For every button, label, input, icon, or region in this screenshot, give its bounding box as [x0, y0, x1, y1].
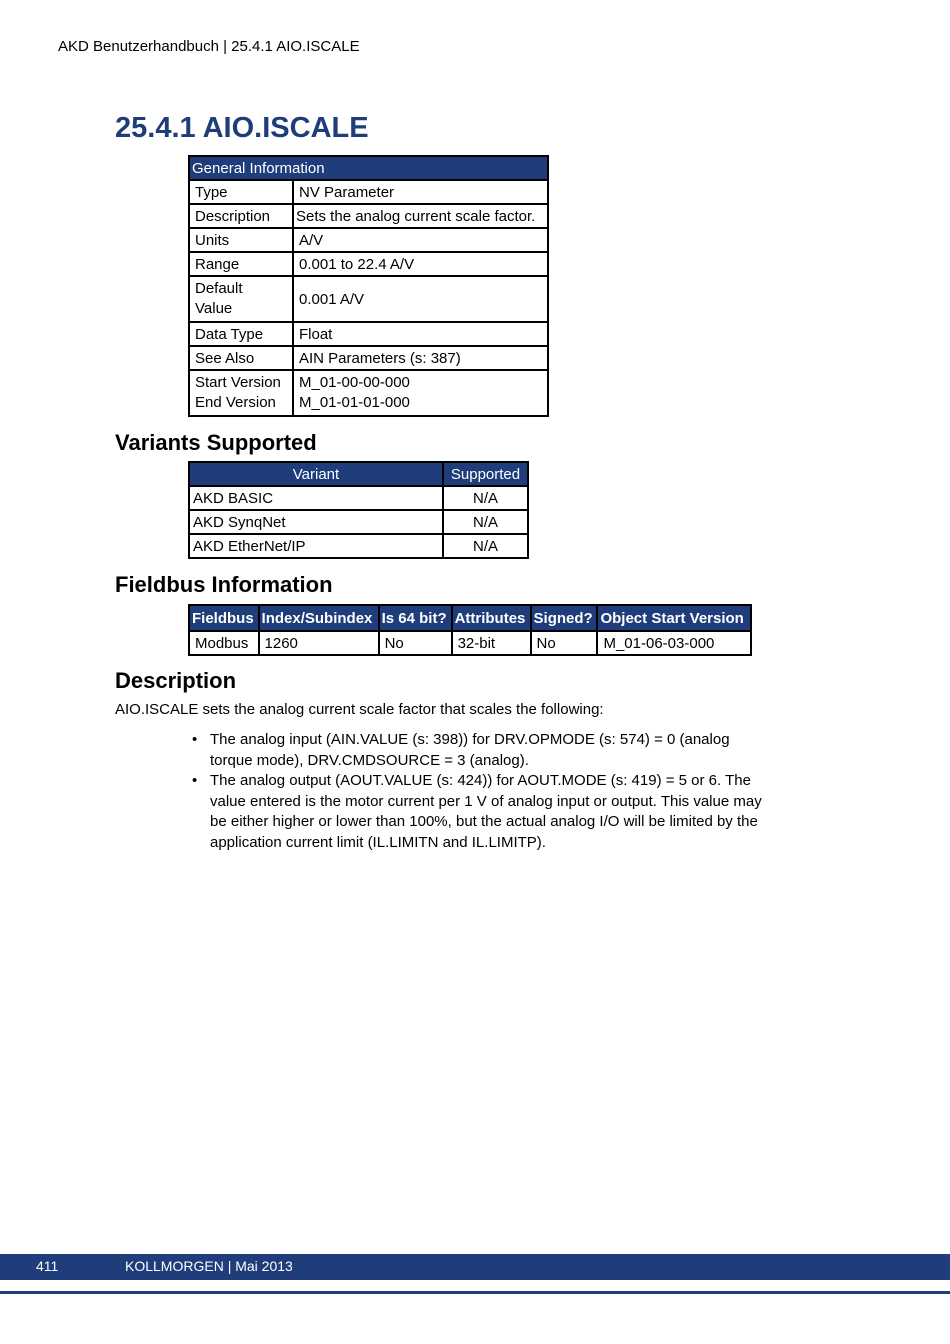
row-label: Units	[189, 228, 293, 252]
row-label: Data Type	[189, 322, 293, 346]
index-subindex-cell: 1260	[259, 631, 379, 655]
footer-text: KOLLMORGEN | Mai 2013	[125, 1258, 293, 1274]
bullet-line: application current limit (IL.LIMITN and IL.LIMITP).	[210, 833, 546, 851]
table-row	[189, 204, 548, 228]
bullet-icon: •	[192, 731, 198, 748]
label-line: Value	[195, 300, 233, 317]
supported-cell: N/A	[443, 510, 528, 534]
table-row	[189, 346, 548, 370]
table-row	[189, 510, 528, 534]
table-row	[189, 180, 548, 204]
page-number: 411	[36, 1258, 59, 1274]
row-value: A/V	[293, 228, 548, 252]
list-item	[170, 730, 780, 771]
row-value: Sets the analog current scale factor.	[293, 204, 548, 228]
bullet-icon: •	[192, 772, 198, 789]
variants-table	[188, 461, 529, 559]
table-row	[189, 631, 751, 655]
list-item	[170, 771, 780, 853]
table-row	[189, 276, 548, 322]
column-header-variant: Variant	[189, 462, 443, 486]
column-header-supported: Supported	[443, 462, 528, 486]
table-row	[189, 534, 528, 558]
is-64-bit-cell: No	[379, 631, 452, 655]
row-label: Range	[189, 252, 293, 276]
row-value: 0.001 to 22.4 A/V	[293, 252, 548, 276]
label-line: Default	[195, 280, 243, 297]
value-line: M_01-00-00-000	[299, 374, 410, 391]
footer-bar	[0, 1254, 950, 1280]
bullet-line: value entered is the motor current per 1 V of analog input or output. This value may	[210, 792, 762, 810]
running-header: AKD Benutzerhandbuch | 25.4.1 AIO.ISCALE	[58, 38, 360, 55]
description-intro: AIO.ISCALE sets the analog current scale factor that scales the following:	[115, 701, 604, 718]
table-row	[189, 486, 528, 510]
row-value: AIN Parameters (s: 387)	[293, 346, 548, 370]
variant-cell: AKD BASIC	[189, 486, 443, 510]
row-value: 0.001 A/V	[293, 276, 548, 322]
label-line: Start Version	[195, 374, 281, 391]
description-heading: Description	[115, 668, 237, 693]
column-header-index-subindex: Index/Subindex	[259, 605, 379, 631]
row-value	[293, 370, 548, 416]
supported-cell: N/A	[443, 486, 528, 510]
row-value: Float	[293, 322, 548, 346]
table-row	[189, 228, 548, 252]
bullet-line: torque mode), DRV.CMDSOURCE = 3 (analog).	[210, 751, 529, 769]
variants-heading: Variants Supported	[115, 430, 317, 455]
fieldbus-table	[188, 604, 752, 656]
bullet-line: The analog input (AIN.VALUE (s: 398)) for DRV.OPMODE (s: 574) = 0 (analog	[210, 731, 730, 748]
description-bullet-list	[170, 730, 780, 853]
value-line: M_01-01-01-000	[299, 394, 410, 411]
label-line: End Version	[195, 394, 276, 411]
fieldbus-heading: Fieldbus Information	[115, 572, 333, 597]
general-information-heading: General Information	[189, 156, 548, 180]
supported-cell: N/A	[443, 534, 528, 558]
general-information-table	[188, 155, 549, 417]
row-value: NV Parameter	[293, 180, 548, 204]
column-header-object-start-version: Object Start Version	[597, 605, 751, 631]
row-label: See Also	[189, 346, 293, 370]
variant-cell: AKD SynqNet	[189, 510, 443, 534]
row-label: Type	[189, 180, 293, 204]
row-label	[189, 370, 293, 416]
bullet-line: be either higher or lower than 100%, but the actual analog I/O will be limited by the	[210, 813, 758, 830]
column-header-signed: Signed?	[531, 605, 598, 631]
table-row	[189, 322, 548, 346]
attributes-cell: 32-bit	[452, 631, 531, 655]
column-header-attributes: Attributes	[452, 605, 531, 631]
fieldbus-cell: Modbus	[189, 631, 259, 655]
column-header-is-64-bit: Is 64 bit?	[379, 605, 452, 631]
column-header-fieldbus: Fieldbus	[189, 605, 259, 631]
variant-cell: AKD EtherNet/IP	[189, 534, 443, 558]
row-label: Description	[189, 204, 293, 228]
row-label	[189, 276, 293, 322]
table-row	[189, 252, 548, 276]
page-title: 25.4.1 AIO.ISCALE	[115, 112, 369, 144]
bullet-line: The analog output (AOUT.VALUE (s: 424)) for AOUT.MODE (s: 419) = 5 or 6. The	[210, 772, 751, 789]
object-start-version-cell: M_01-06-03-000	[597, 631, 751, 655]
footer-divider	[0, 1291, 950, 1294]
table-row	[189, 370, 548, 416]
signed-cell: No	[531, 631, 598, 655]
